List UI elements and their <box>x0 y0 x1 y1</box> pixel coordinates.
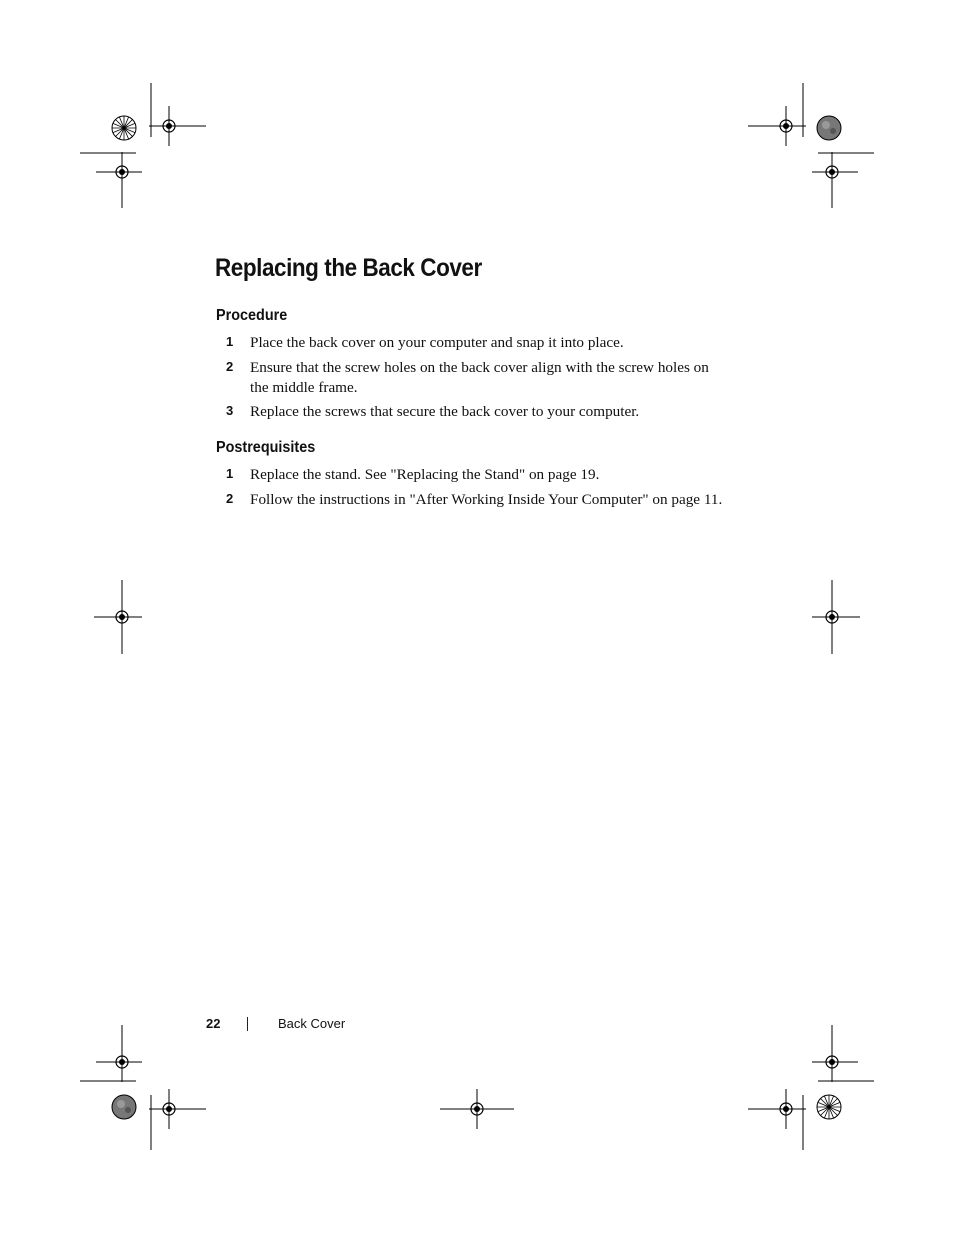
color-target-icon <box>112 116 136 140</box>
step-number: 1 <box>226 466 234 481</box>
registration-mark-icon <box>766 1089 806 1129</box>
step-number: 2 <box>226 359 234 374</box>
step-text: Replace the stand. See "Replacing the Stand" on page 19. <box>250 466 600 483</box>
registration-mark-icon <box>766 106 806 146</box>
footer-section-label: Back Cover <box>278 1016 346 1031</box>
footer-separator <box>247 1017 248 1031</box>
color-target-icon <box>817 116 841 140</box>
step-text: Ensure that the screw holes on the back cover align with the screw holes on the middle frame. <box>250 359 709 396</box>
step-text: Replace the screws that secure the back cover to your computer. <box>250 403 640 420</box>
color-target-icon <box>112 1095 136 1119</box>
step-text: Place the back cover on your computer and snap it into place. <box>250 334 624 351</box>
step-text: Follow the instructions in "After Working Inside Your Computer" on page 11. <box>250 491 723 508</box>
step-number: 3 <box>226 403 234 418</box>
page-title: Replacing the Back Cover <box>215 254 482 282</box>
step-number: 1 <box>226 334 234 349</box>
footer-page-number: 22 <box>206 1016 221 1031</box>
color-target-icon <box>817 1095 841 1119</box>
section-heading-procedure: Procedure <box>216 307 288 324</box>
section-heading-postrequisites: Postrequisites <box>216 439 316 456</box>
step-number: 2 <box>226 491 234 506</box>
registration-mark-icon <box>457 1089 497 1129</box>
